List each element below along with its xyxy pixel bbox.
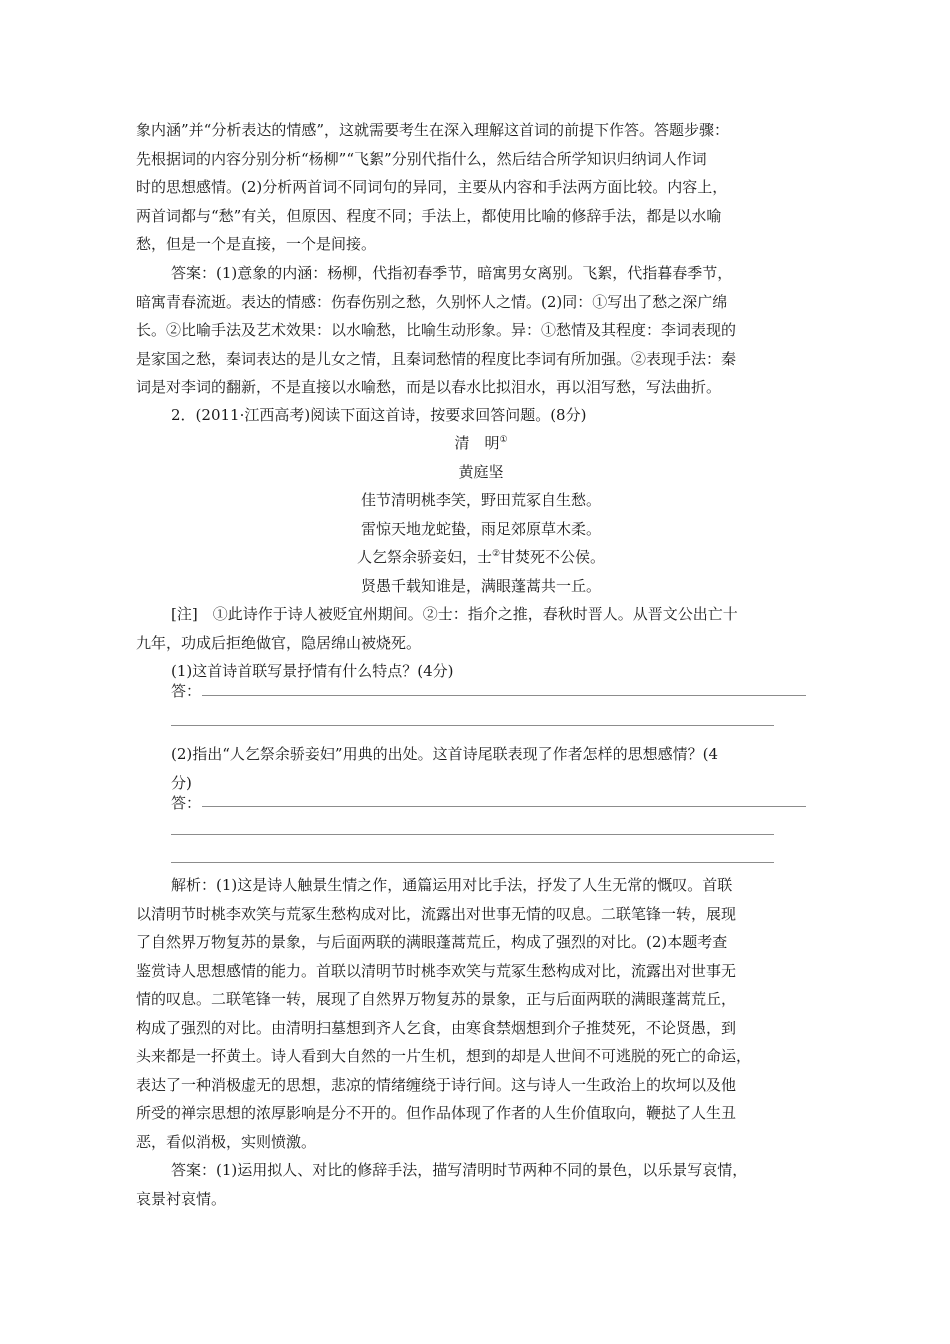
poem-line: 雷惊天地龙蛇蛰，雨足郊原草木柔。 bbox=[360, 519, 601, 538]
note-line: 九年，功成后拒绝做官，隐居绵山被烧死。 bbox=[136, 633, 422, 652]
poem-line-note-mark: ② bbox=[491, 549, 501, 559]
answer-1-line: 长。②比喻手法及艺术效果：以水喻愁，比喻生动形象。异：①愁情及其程度：李词表现的 bbox=[136, 321, 737, 339]
answer-line[interactable] bbox=[202, 695, 806, 696]
analysis-2-line: 了自然界万物复苏的景象，与后面两联的满眼蓬蒿荒丘，构成了强烈的对比。(2)本题考查 bbox=[136, 933, 728, 951]
sub-question-1 bbox=[136, 657, 826, 686]
analysis-2-line: 以清明节时桃李欢笑与荒冢生愁构成对比，流露出对世事无情的叹息。二联笔锋一转，展现 bbox=[136, 904, 737, 923]
answer-2 bbox=[136, 1156, 826, 1213]
answer-1-line: 暗寓青春流逝。表达的情感：伤春伤别之愁，久别怀人之情。(2)同：①写出了愁之深广绵 bbox=[136, 292, 728, 311]
poem bbox=[136, 429, 826, 600]
poem-line: 佳节清明桃李笑，野田荒冢自生愁。 bbox=[360, 491, 601, 509]
poem-title-note-mark: ① bbox=[499, 435, 508, 445]
answer-1 bbox=[136, 259, 826, 402]
sub-question-2-text: (2)指出“人乞祭余骄妾妇”用典的出处。这首诗尾联表现了作者怎样的思想感情？(4 bbox=[171, 745, 718, 763]
poem-line: 人乞祭余骄妾妇，士②甘焚死不公侯。 bbox=[356, 548, 606, 566]
analysis-1-line: 愁，但是一个是直接，一个是间接。 bbox=[136, 235, 377, 253]
sub-question-2 bbox=[136, 740, 826, 797]
analysis-1-line: 先根据词的内容分别分析“杨柳”“飞絮”分别代指什么，然后结合所学知识归纳词人作词 bbox=[136, 149, 707, 168]
analysis-2-line: 恶，看似消极，实则愤激。 bbox=[136, 1132, 317, 1151]
poem-title: 清 明① bbox=[454, 434, 508, 452]
poem-notes bbox=[136, 600, 826, 657]
answer-line[interactable] bbox=[171, 725, 774, 726]
answer-label: 答： bbox=[171, 682, 202, 700]
analysis-2-line: 所受的禅宗思想的浓厚影响是分不开的。但作品体现了作者的人生价值取向，鞭挞了人生丑 bbox=[136, 1104, 737, 1122]
analysis-2-line: 构成了强烈的对比。由清明扫墓想到齐人乞食，由寒食禁烟想到介子推焚死，不论贤愚，到 bbox=[136, 1018, 737, 1037]
answer-2-line: 哀景衬哀情。 bbox=[136, 1189, 227, 1208]
analysis-2 bbox=[136, 871, 826, 1156]
answer-1-line: 词是对李词的翻新，不是直接以水喻愁，而是以春水比拟泪水，再以泪写愁，写法曲折。 bbox=[136, 378, 722, 396]
analysis-2-line: 鉴赏诗人思想感情的能力。首联以清明节时桃李欢笑与荒冢生愁构成对比，流露出对世事无 bbox=[136, 961, 737, 980]
poem-line: 贤愚千载知谁是，满眼蓬蒿共一丘。 bbox=[360, 576, 601, 595]
answer-1-line: 是家国之愁，秦词表达的是儿女之情，且秦词愁情的程度比李词有所加强。②表现手法：秦 bbox=[136, 349, 737, 368]
answer-line[interactable] bbox=[171, 834, 774, 835]
analysis-1-line: 时的思想感情。(2)分析两首词不同词句的异同，主要从内容和手法两方面比较。内容上， bbox=[136, 178, 728, 196]
analysis-1 bbox=[136, 116, 826, 259]
answer-2-line: 答案：(1)运用拟人、对比的修辞手法，描写清明时节两种不同的景色，以乐景写哀情， bbox=[171, 1161, 748, 1179]
analysis-2-line: 解析：(1)这是诗人触景生情之作，通篇运用对比手法，抒发了人生无常的慨叹。首联 bbox=[171, 876, 733, 894]
analysis-1-line: 两首词都与“愁”有关，但原因、程度不同；手法上，都使用比喻的修辞手法，都是以水喻 bbox=[136, 206, 722, 225]
question-2 bbox=[136, 401, 826, 430]
sub-question-1-text: (1)这首诗首联写景抒情有什么特点？(4分) bbox=[171, 662, 454, 680]
analysis-2-line: 情的叹息。二联笔锋一转，展现了自然界万物复苏的景象，正与后面两联的满眼蓬蒿荒丘， bbox=[136, 990, 737, 1008]
answer-line[interactable] bbox=[171, 862, 774, 863]
analysis-1-line: 象内涵”并“分析表达的情感”，这就需要考生在深入理解这首词的前提下作答。答题步骤： bbox=[136, 121, 730, 139]
sub-question-2-text: 分) bbox=[171, 773, 192, 792]
analysis-2-line: 头来都是一抔黄土。诗人看到大自然的一片生机，想到的却是人世间不可逃脱的死亡的命运， bbox=[136, 1047, 752, 1065]
answer-label: 答： bbox=[171, 794, 202, 812]
question-2-prompt: 2．(2011·江西高考)阅读下面这首诗，按要求回答问题。(8分) bbox=[171, 406, 587, 424]
analysis-2-line: 表达了一种消极虚无的思想，悲凉的情绪缠绕于诗行间。这与诗人一生政治上的坎坷以及他 bbox=[136, 1075, 737, 1094]
poem-author: 黄庭坚 bbox=[458, 462, 504, 481]
answer-line[interactable] bbox=[202, 806, 806, 807]
answer-1-line: 答案：(1)意象的内涵：杨柳，代指初春季节，暗寓男女离别。飞絮，代指暮春季节， bbox=[171, 264, 733, 282]
note-line: [注] ①此诗作于诗人被贬宜州期间。②士：指介之推，春秋时晋人。从晋文公出亡十 bbox=[171, 605, 738, 623]
